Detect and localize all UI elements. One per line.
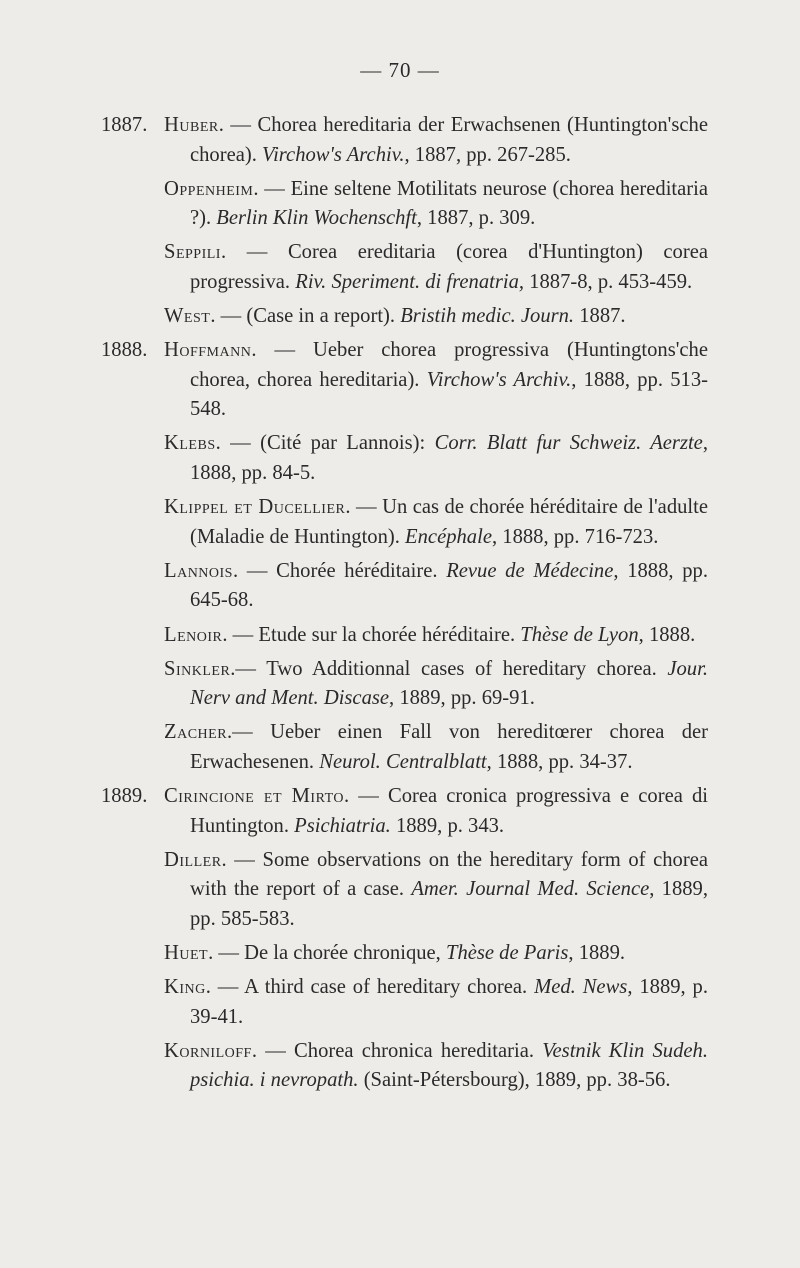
bibliography-entry [0, 1037, 800, 1096]
entry-separator: . — [218, 114, 258, 136]
entry-author: Lenoir [164, 623, 223, 646]
entry-author: Zacher [164, 721, 228, 744]
bibliography-entry [0, 111, 800, 170]
entry-title: Etude sur la chorée héréditaire. [258, 623, 521, 646]
entry-journal: Revue de Médecine [446, 559, 614, 582]
entry-details: , 1888, pp. 34-37. [486, 750, 633, 773]
entry-details: 1887-8, p. 453-459. [524, 270, 693, 293]
entry-separator: . — [221, 848, 263, 871]
entry-journal: Psichiatria. [294, 814, 391, 837]
entry-author: West [164, 305, 211, 328]
entry-author: Sinkler [164, 657, 231, 680]
entry-details: , 1888, pp. 716-723. [491, 525, 659, 548]
entry-title: Corea cronica progressiva e corea di Huntington. [190, 784, 708, 837]
entry-journal: Jour. Nerv and Ment. Discase [190, 657, 708, 710]
bibliography-entry [0, 939, 800, 969]
bibliography-entry [0, 621, 800, 651]
bibliography-list [0, 111, 800, 1100]
entry-year: 1887. [101, 114, 148, 136]
bibliography-entry [0, 782, 800, 841]
entry-separator: . — [253, 177, 291, 200]
entry-details: , 1888. [638, 623, 696, 646]
bibliography-entry [0, 336, 800, 425]
entry-title: Corea ereditaria (corea d'Huntington) corea progressiva. [190, 241, 708, 293]
entry-separator: . — [251, 1039, 295, 1062]
entry-year: 1889. [101, 784, 148, 807]
entry-title: (Case in a report). [246, 305, 401, 328]
entry-author: Cirincione et Mirto [164, 784, 344, 807]
entry-title: (Cité par Lannois): [260, 432, 435, 455]
page-number: — 70 — [360, 58, 440, 82]
entry-author: Korniloff [164, 1039, 252, 1062]
entry-separator: . — [251, 339, 314, 362]
entry-journal: Berlin Klin Wochenschft [216, 207, 417, 230]
entry-year: 1888. [101, 339, 148, 362]
entry-details: 1889, p. 343. [390, 814, 505, 837]
bibliography-entry [0, 493, 800, 552]
entry-journal: Virchow's Archiv. [262, 143, 405, 166]
entry-separator: . — [344, 784, 388, 807]
entry-journal: Vestnik Klin Sudeh. psichia. i nevropath. [190, 1039, 708, 1092]
bibliography-entry [0, 557, 800, 616]
entry-journal: Bristih medic. Journ. [400, 305, 575, 328]
entry-title: De la chorée chronique, [244, 941, 446, 964]
entry-journal: Thèse de Lyon [520, 623, 639, 646]
entry-title: Chorée héréditaire. [276, 559, 447, 582]
entry-title: Chorea hereditaria der Erwachsenen (Huntington'sche chorea). [190, 114, 708, 166]
bibliography-entry [0, 302, 800, 332]
entry-author: King [164, 976, 206, 999]
entry-title: Ueber einen Fall von hereditœrer chorea der Erwachesenen. [190, 721, 709, 773]
entry-separator: .— [227, 721, 271, 744]
entry-details: , 1889, pp. 69-91. [389, 687, 535, 710]
entry-author: Klebs [164, 432, 216, 455]
entry-journal: Virchow's Archiv. [426, 368, 572, 391]
entry-separator: . — [205, 976, 245, 999]
entry-separator: . — [222, 623, 259, 646]
entry-author: Seppili [164, 241, 221, 264]
entry-separator: . — [215, 432, 261, 455]
entry-separator: . — [220, 241, 288, 264]
entry-title: Two Additionnal cases of hereditary chorea. [266, 657, 668, 680]
bibliography-entry [0, 973, 800, 1032]
bibliography-entry [0, 718, 800, 777]
entry-details: , 1888, pp. 645-68. [190, 559, 708, 612]
bibliography-entry [0, 175, 800, 234]
entry-details: , 1889, p. 39-41. [190, 976, 709, 1028]
entry-separator: . — [208, 941, 245, 964]
entry-journal: Neurol. Centralblatt [319, 750, 487, 773]
entry-author: Klippel et Ducellier [164, 496, 346, 519]
entry-title: Un cas de chorée héréditaire de l'adulte (Maladie de Huntington). [190, 496, 708, 548]
entry-details: , 1888, pp. 513-548. [190, 368, 709, 421]
entry-journal: Riv. Speriment. di frenatria, [295, 270, 525, 293]
entry-author: Lannois [164, 559, 233, 582]
entry-details: , 1888, pp. 84-5. [190, 432, 708, 485]
bibliography-entry [0, 846, 800, 935]
entry-details: , 1887, p. 309. [416, 207, 536, 230]
entry-details: 1887. [574, 305, 626, 328]
entry-author: Hoffmann [164, 339, 252, 362]
entry-journal: Med. News [534, 976, 628, 999]
entry-journal: Amer. Journal Med. Science [411, 878, 650, 901]
entry-author: Huet [164, 941, 209, 964]
entry-title: Ueber chorea progressiva (Huntingtons'che chorea, chorea hereditaria). [190, 339, 708, 391]
entry-author: Diller [164, 848, 222, 871]
entry-separator: . — [210, 305, 247, 328]
entry-details: , 1887, pp. 267-285. [404, 143, 571, 166]
entry-title: Eine seltene Motilitats neurose (chorea hereditaria ?). [190, 177, 708, 230]
entry-author: Huber [164, 114, 219, 136]
bibliography-entry [0, 655, 800, 714]
bibliography-entry [0, 238, 800, 297]
entry-separator: . — [232, 559, 277, 582]
entry-separator: .— [230, 657, 267, 680]
entry-details: , 1889. [568, 941, 626, 964]
entry-separator: . — [345, 496, 383, 519]
bibliography-entry [0, 429, 800, 488]
entry-title: A third case of hereditary chorea. [244, 976, 535, 999]
entry-title: Chorea chronica hereditaria. [294, 1039, 543, 1062]
entry-journal: Corr. Blatt fur Schweiz. Aerzte [434, 432, 703, 455]
entry-details: , 1889, pp. 585-583. [190, 878, 709, 930]
entry-author: Oppenheim [164, 177, 254, 200]
entry-journal: Encéphale [405, 525, 492, 548]
entry-title: Some observations on the hereditary form of chorea with the report of a case. [190, 848, 708, 901]
entry-details: (Saint-Pétersbourg), 1889, pp. 38-56. [358, 1069, 671, 1092]
entry-journal: Thèse de Paris [445, 941, 569, 964]
